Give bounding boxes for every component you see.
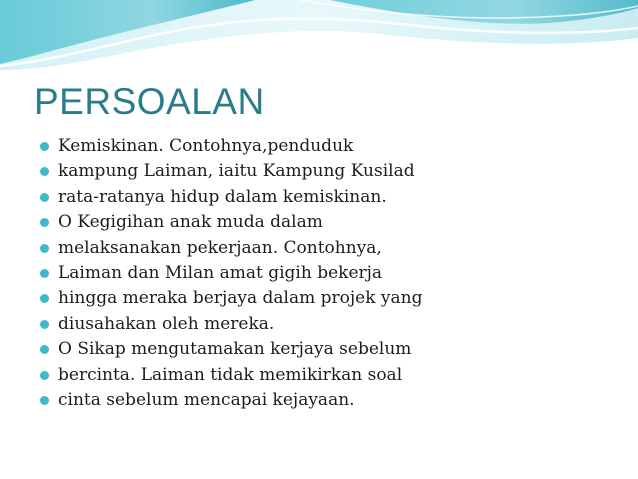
- bullet-item: [40, 337, 630, 362]
- bullet-text: cinta sebelum mencapai kejayaan.: [58, 389, 355, 410]
- bullet-text: melaksanakan pekerjaan. Contohnya,: [58, 237, 382, 258]
- bullet-dot-icon: [40, 218, 49, 227]
- bullet-text: O Sikap mengutamakan kerjaya sebelum: [58, 339, 412, 360]
- bullet-item: [40, 261, 630, 286]
- bullet-dot-icon: [40, 244, 49, 253]
- bullet-text: kampung Laiman, iaitu Kampung Kusilad: [58, 161, 415, 182]
- bullet-item: [40, 159, 630, 184]
- bullet-text: bercinta. Laiman tidak memikirkan soal: [58, 364, 403, 385]
- bullet-list: [40, 134, 630, 413]
- bullet-dot-icon: [40, 396, 49, 405]
- bullet-item: [40, 286, 630, 311]
- bullet-text: diusahakan oleh mereka.: [58, 313, 275, 334]
- bullet-item: [40, 134, 630, 159]
- bullet-text: Kemiskinan. Contohnya,penduduk: [58, 136, 354, 156]
- bullet-dot-icon: [40, 142, 49, 151]
- bullet-item: [40, 236, 630, 261]
- bullet-dot-icon: [40, 345, 49, 354]
- bullet-item: [40, 363, 630, 388]
- bullet-dot-icon: [40, 320, 49, 329]
- bullet-dot-icon: [40, 371, 49, 380]
- header-wave-decoration: [0, 0, 638, 80]
- bullet-item: [40, 388, 630, 413]
- bullet-dot-icon: [40, 193, 49, 202]
- bullet-item: [40, 185, 630, 210]
- bullet-text: rata-ratanya hidup dalam kemiskinan.: [58, 186, 387, 207]
- bullet-dot-icon: [40, 269, 49, 278]
- bullet-text: O Kegigihan anak muda dalam: [58, 212, 323, 233]
- bullet-dot-icon: [40, 294, 49, 303]
- bullet-item: [40, 312, 630, 337]
- bullet-text: Laiman dan Milan amat gigih bekerja: [58, 262, 383, 283]
- bullet-item: [40, 210, 630, 235]
- slide-title: PERSOALAN: [34, 81, 265, 122]
- bullet-dot-icon: [40, 167, 49, 176]
- bullet-text: hingga meraka berjaya dalam projek yang: [58, 288, 423, 309]
